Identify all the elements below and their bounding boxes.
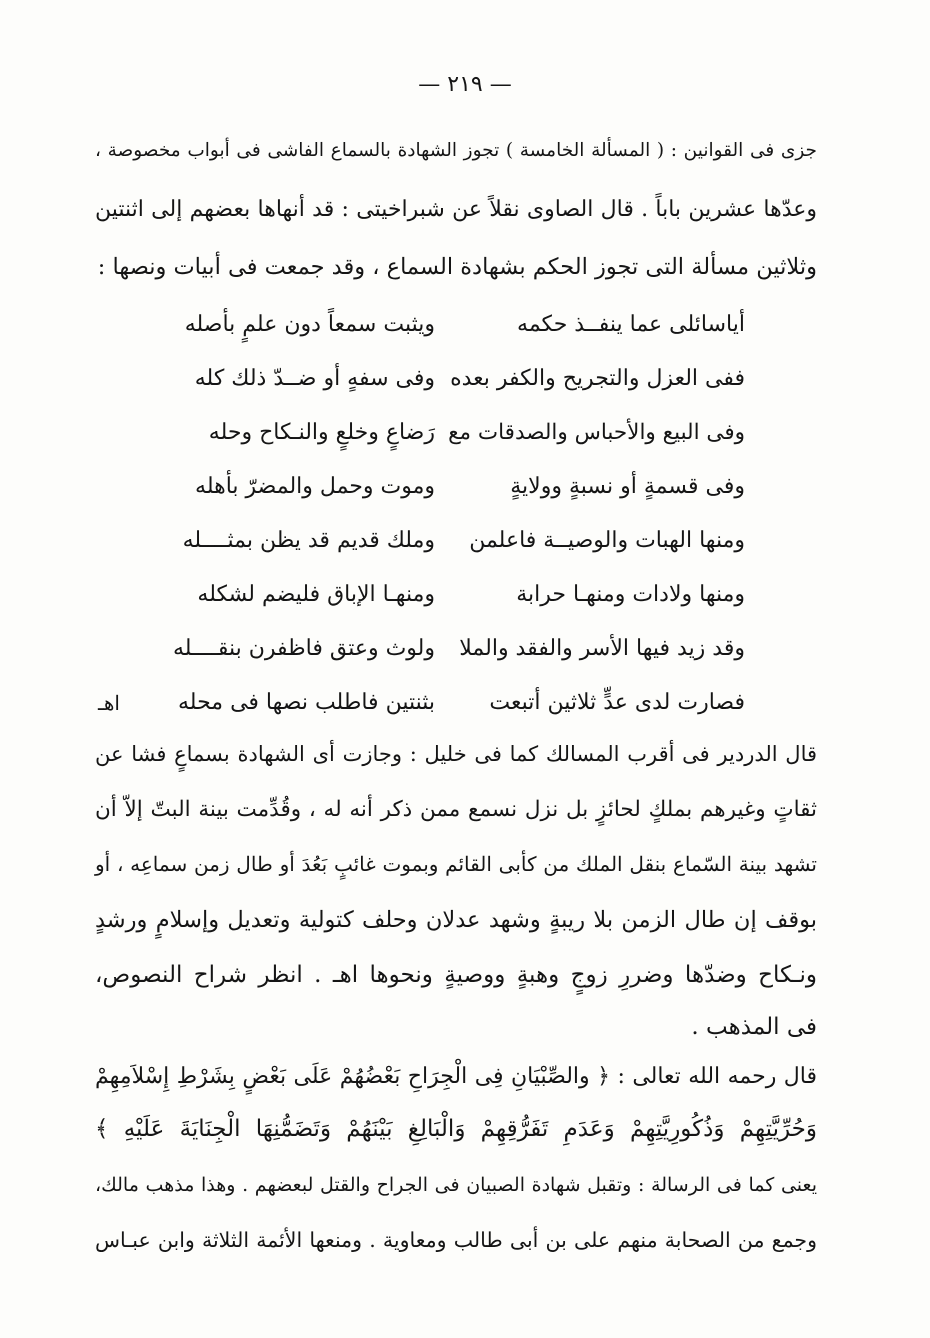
text-line: جزى فى القوانين : ( المسألة الخامسة ) تجوز الشهادة بالسماع الفاشى فى أبواب مخصوصة ، xyxy=(95,140,817,161)
verse-line xyxy=(95,636,745,676)
text-line: وعدّها عشرين باباً . قال الصاوى نقلاً عن شبراخيتى : قد أنهاها بعضهم إلى اثنتين xyxy=(95,197,817,222)
verse-first-hemistich: أياسائلى عما ينفــذ حكمه xyxy=(517,312,745,337)
text-line: بوقف إن طال الزمن بلا ريبةٍ وشهد عدلان وحلف كتولية وتعديل وإسلامٍ ورشدٍ xyxy=(95,907,817,933)
verse-second-hemistich: وفى سفهٍ أو ضــدّ ذلك كله xyxy=(194,366,435,391)
verse-second-hemistich: ومنهـا الإباق فليضم لشكله xyxy=(197,582,435,607)
text-line: وجمع من الصحابة منهم على بن أبى طالب ومعاوية . ومنعها الأئمة الثلاثة وابن عبـاس xyxy=(95,1228,817,1252)
verse-second-hemistich: بثنتين فاطلب نصها فى محله xyxy=(178,690,435,715)
verse-second-hemistich: وملك قديم قد يظن بمثــــله xyxy=(182,528,435,553)
verse-line xyxy=(95,528,745,568)
verse-line xyxy=(95,582,745,622)
verse-line xyxy=(95,690,745,730)
text-line: وَحُرِّيَّتِهِمْ وَذُكُورِيَّتِهِمْ وَعَدَمِ تَفَرُّقِهِمْ وَالْبَالِغِ بَيْنَهُمْ وَتَضَمُّنِهَا الْجِنَايَةَ عَلَيْهِ ﴾ xyxy=(95,1116,817,1142)
verse-second-hemistich: رَضاعٍ وخلعٍ والنـكاح وحله xyxy=(208,420,435,445)
verse-first-hemistich: وفى البيع والأحباس والصدقات مع xyxy=(448,420,745,445)
verse-first-hemistich: وفى قسمةٍ أو نسبةٍ وولايةٍ xyxy=(510,474,745,499)
verse-line xyxy=(95,420,745,460)
verse-line xyxy=(95,474,745,514)
text-line: تشهد بينة السّماع بنقل الملك من كأبى القائم وبموت غائبٍ بَعُدَ أو طال زمن سماعِه ، أو xyxy=(95,852,817,876)
verse-first-hemistich: ففى العزل والتجريح والكفر بعده xyxy=(450,366,745,391)
verse-line xyxy=(95,366,745,406)
verse-first-hemistich: ومنها ولادات ومنهـا حرابة xyxy=(516,582,745,607)
verse-second-hemistich: وموت وحمل والمضرّ بأهله xyxy=(195,474,435,499)
text-line: ونـكاح وضدّها وضررِ زوجٍ وهبةٍ ووصيةٍ ونحوها اهـ . انظر شراح النصوص، xyxy=(95,962,817,988)
page-number: — ٢١٩ — xyxy=(418,72,512,97)
text-line: يعنى كما فى الرسالة : وتقبل شهادة الصبيان فى الجراح والقتل لبعضهم . وهذا مذهب مالك، xyxy=(95,1174,817,1196)
verse-first-hemistich: وقد زيد فيها الأسر والفقد والملا xyxy=(459,636,745,661)
text-line: قال رحمه الله تعالى : ﴿ والصِّبْيَانِ فِى الْجِرَاحِ بَعْضُهُمْ عَلَى بَعْضٍ بِشَرْطِ إِسْلاَمِهِمْ xyxy=(95,1064,817,1089)
text-line: وثلاثين مسألة التى تجوز الحكم بشهادة السماع ، وقد جمعت فى أبيات ونصها : xyxy=(97,254,817,280)
verse-first-hemistich: ومنها الهبات والوصيــة فاعلمن xyxy=(469,528,745,553)
verse-first-hemistich: فصارت لدى عدٍّ ثلاثين أتبعت xyxy=(489,690,745,715)
verse-line xyxy=(95,312,745,352)
verse-second-hemistich: ولوث وعتق فاظفرن بنقــــله xyxy=(172,636,435,661)
verse-end-mark: اهـ xyxy=(98,691,120,715)
text-line: فى المذهب . xyxy=(691,1014,817,1040)
verse-second-hemistich: ويثبت سمعاً دون علمٍ بأصله xyxy=(184,312,435,337)
text-line: قال الدردير فى أقرب المسالك كما فى خليل : وجازت أى الشهادة بسماعٍ فشا عن xyxy=(95,742,817,766)
text-line: ثقاتٍ وغيرهم بملكٍ لحائزٍ بل نزل نسمع ممن ذكر أنه له ، وقُدِّمت بينة البتّ إلاّ أن xyxy=(95,797,817,822)
